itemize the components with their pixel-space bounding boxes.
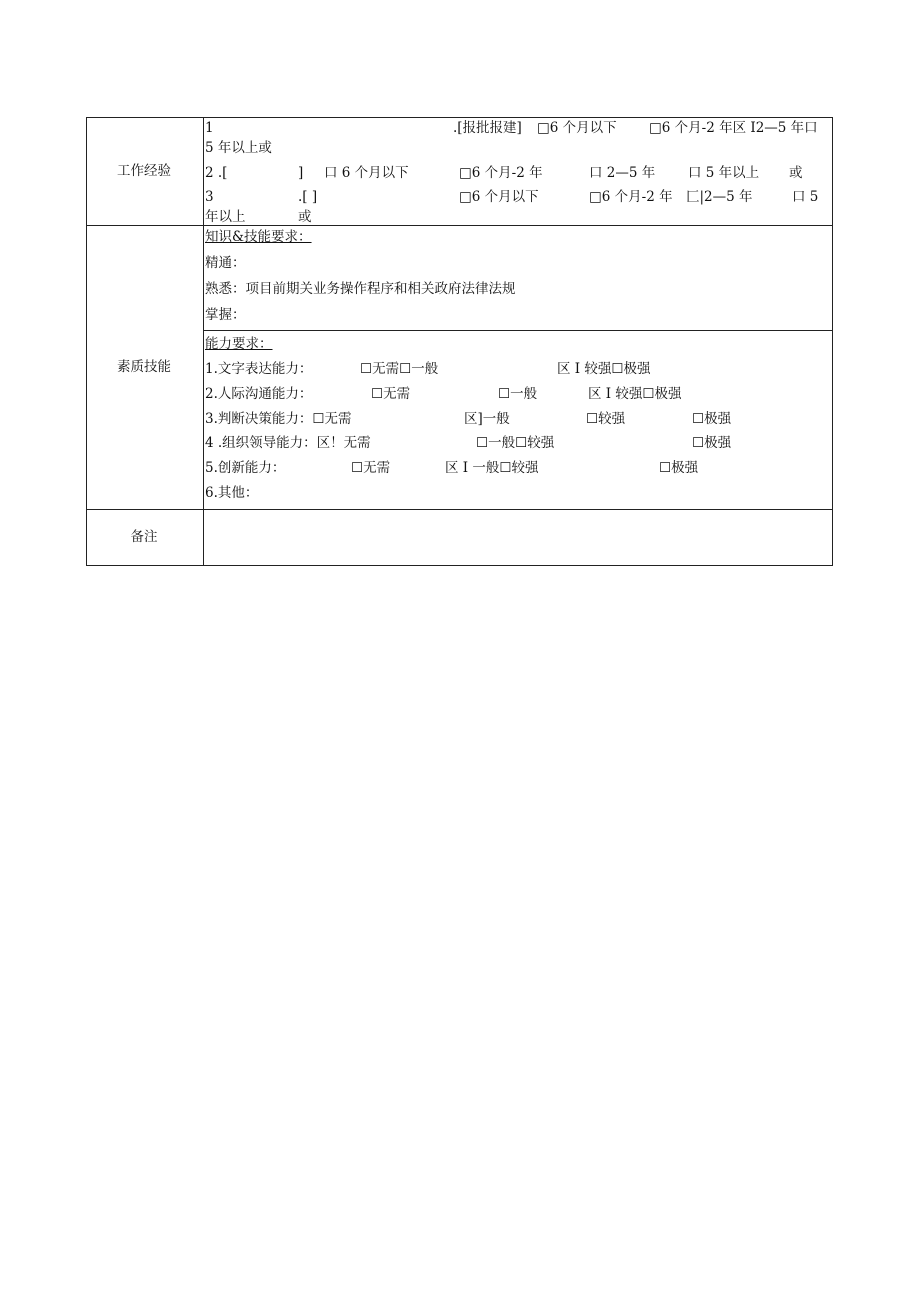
exp1-index: 1 — [205, 120, 214, 136]
exp2-option-over-5y: 口 5 年以上 — [688, 165, 760, 181]
exp3-option-2-5y: 匚|2—5 年 — [686, 189, 753, 205]
remarks-label: 备注 — [130, 529, 158, 545]
ability-communication-opt-2: ☐一般 — [498, 386, 538, 402]
exp2-option-6m-2y: □6 个月-2 年 — [459, 165, 543, 181]
ability-innovation-opt-2: 区 I 一般☐较强 — [445, 460, 539, 476]
table-border-left — [86, 117, 87, 566]
ability-innovation-opt-1: ☐无需 — [351, 460, 391, 476]
knowledge-heading: 知识&技能要求： — [205, 229, 312, 245]
ability-heading: 能力要求： — [205, 336, 273, 352]
exp1-field: .[报批报建] — [453, 120, 522, 136]
exp3-or: 或 — [298, 209, 312, 225]
table-column-divider — [203, 117, 204, 566]
ability-written-opts-1: ☐无需☐一般 — [360, 361, 439, 377]
table-divider-1 — [86, 225, 833, 226]
exp3-option-6m-2y: □6 个月-2 年 — [589, 189, 673, 205]
ability-judgement-opt-2: ☐较强 — [586, 411, 626, 427]
ability-judgement-opt-3: ☐极强 — [692, 411, 732, 427]
exp3-option-5: 口 5 — [792, 189, 819, 205]
exp3-field: .[ ] — [298, 189, 318, 205]
work-experience-label: 工作经验 — [117, 163, 171, 179]
exp1-option-rest: □6 个月-2 年区 I2—5 年口 — [649, 120, 818, 136]
ability-communication-opt-1: ☐无需 — [371, 386, 411, 402]
exp2-field-close: ] — [298, 165, 304, 181]
quality-skills-label: 素质技能 — [117, 359, 171, 375]
ability-written-name: 1.文字表达能力： — [205, 361, 313, 377]
exp2-option-2-5y: 口 2—5 年 — [589, 165, 656, 181]
ability-innovation-name: 5.创新能力： — [205, 460, 286, 476]
table-border-bottom — [86, 565, 833, 566]
ability-judgement-opt-1: 区]一般 — [464, 411, 510, 427]
ability-leadership-opt-2: ☐极强 — [692, 435, 732, 451]
ability-innovation-opt-3: ☐极强 — [659, 460, 699, 476]
ability-communication-name: 2.人际沟通能力： — [205, 386, 313, 402]
exp2-index: 2 .[ — [205, 165, 228, 181]
knowledge-grasp: 掌握： — [205, 307, 246, 323]
exp3-index: 3 — [205, 189, 214, 205]
exp2-option-under-6m: 口 6 个月以下 — [324, 165, 409, 181]
ability-leadership-opt-1: ☐一般☐较强 — [476, 435, 555, 451]
exp3-option-under-6m: □6 个月以下 — [459, 189, 539, 205]
exp2-or: 或 — [789, 165, 803, 181]
exp1-option-over-5y: 5 年以上或 — [205, 140, 272, 156]
table-border-top — [86, 117, 833, 118]
ability-leadership-name: 4 .组织领导能力：区！无需 — [205, 435, 371, 451]
table-divider-3 — [86, 509, 833, 510]
ability-other-name: 6.其他： — [205, 485, 259, 501]
ability-judgement-name: 3.判断决策能力：☐无需 — [205, 411, 352, 427]
exp1-option-under-6m: □6 个月以下 — [537, 120, 617, 136]
exp3-option-over-5y: 年以上 — [205, 209, 246, 225]
knowledge-familiar: 熟悉：项目前期关业务操作程序和相关政府法律法规 — [205, 281, 516, 297]
table-border-right — [832, 117, 833, 566]
ability-written-opts-2: 区 I 较强☐极强 — [557, 361, 651, 377]
ability-communication-opt-3: 区 I 较强☐极强 — [588, 386, 682, 402]
knowledge-proficient: 精通： — [205, 255, 246, 271]
table-divider-2 — [203, 330, 833, 331]
